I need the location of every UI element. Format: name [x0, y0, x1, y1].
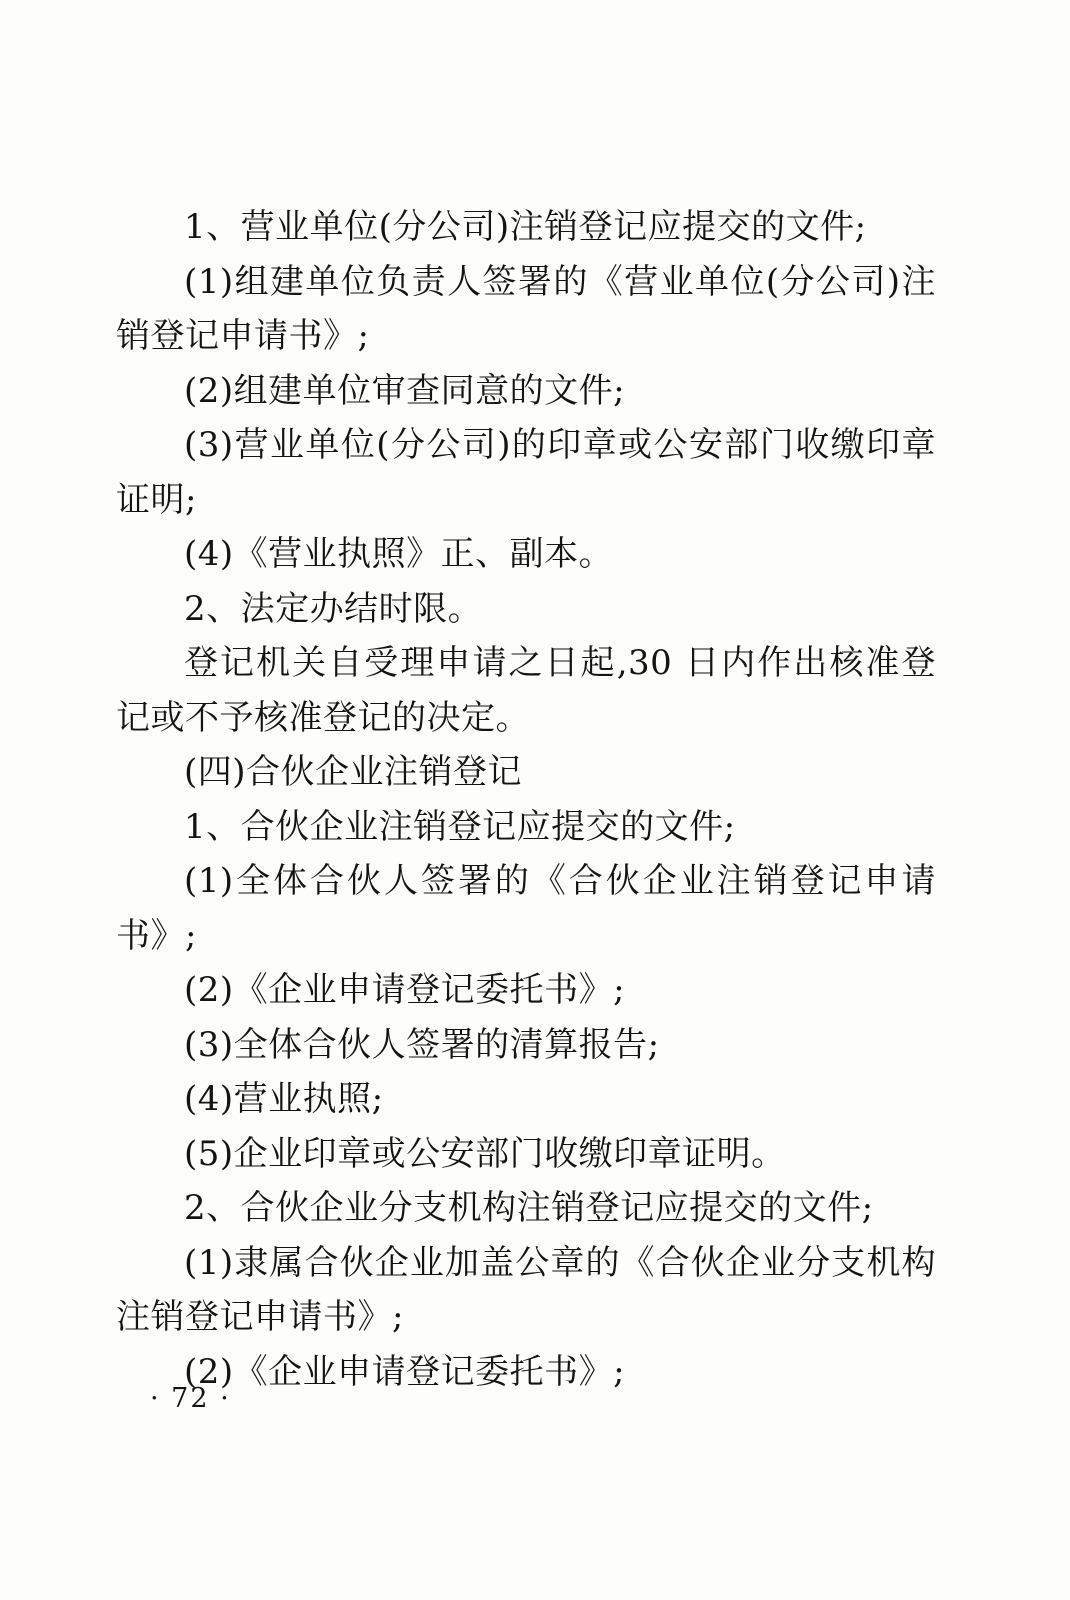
paragraph-partnership-doc-2: (2)《企业申请登记委托书》;	[184, 970, 626, 1010]
page-body	[116, 200, 936, 1399]
paragraph-branch-partnership-doc-2: (2)《企业申请登记委托书》;	[184, 1351, 626, 1392]
paragraph-time-limit-heading: 2、法定办结时限。	[184, 588, 483, 629]
paragraph-branch-doc-3: (3)营业单位(分公司)的印章或公安部门收缴印章证明;	[116, 425, 936, 520]
paragraph-partnership-doc-3: (3)全体合伙人签署的清算报告;	[184, 1024, 660, 1065]
paragraph-branch-doc-1: (1)组建单位负责人签署的《营业单位(分公司)注销登记申请书》;	[116, 261, 936, 356]
paragraph-partnership-doc-1: (1)全体合伙人签署的《合伙企业注销登记申请书》;	[116, 861, 936, 956]
paragraph-branch-docs-heading: 1、营业单位(分公司)注销登记应提交的文件;	[184, 207, 867, 247]
paragraph-branch-partnership-heading: 2、合伙企业分支机构注销登记应提交的文件;	[184, 1188, 874, 1228]
page-number: · 72 ·	[150, 1383, 231, 1414]
paragraph-branch-doc-2: (2)组建单位审查同意的文件;	[184, 370, 626, 411]
section-heading-partnership: (四)合伙企业注销登记	[184, 752, 523, 792]
paragraph-partnership-docs-heading: 1、合伙企业注销登记应提交的文件;	[184, 806, 736, 847]
paragraph-branch-doc-4: (4)《营业执照》正、副本。	[184, 534, 614, 574]
paragraph-time-limit-text: 登记机关自受理申请之日起,30 日内作出核准登记或不予核准登记的决定。	[116, 643, 936, 738]
paragraph-branch-partnership-doc-1: (1)隶属合伙企业加盖公章的《合伙企业分支机构注销登记申请书》;	[116, 1242, 936, 1337]
paragraph-partnership-doc-5: (5)企业印章或公安部门收缴印章证明。	[184, 1133, 786, 1174]
paragraph-partnership-doc-4: (4)营业执照;	[184, 1079, 384, 1119]
